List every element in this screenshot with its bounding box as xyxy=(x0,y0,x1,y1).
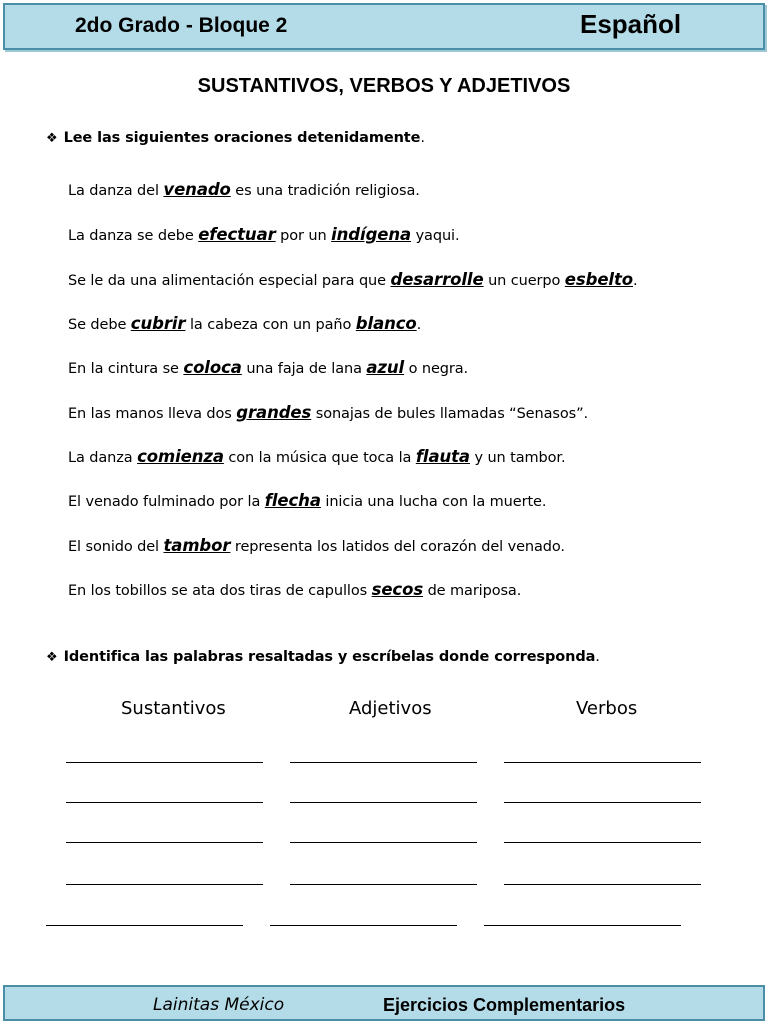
column-header-sustantivos: Sustantivos xyxy=(121,698,226,719)
sentence-text: inicia una lucha con la muerte. xyxy=(320,494,547,510)
sentence-text: es una tradición religiosa. xyxy=(230,183,420,199)
sentence xyxy=(68,491,546,510)
sentence-text: En la cintura se xyxy=(68,361,184,377)
answer-line-adjetivo[interactable] xyxy=(290,884,477,885)
diamond-bullet-icon: ❖ xyxy=(46,131,58,146)
answer-line-sustantivo[interactable] xyxy=(46,925,243,926)
sentence-text: la cabeza con un paño xyxy=(185,317,356,333)
sentence xyxy=(68,225,459,244)
sentence-text: El sonido del xyxy=(68,539,164,555)
highlighted-word: flauta xyxy=(415,447,470,466)
instruction-identify-text: Identifica las palabras resaltadas y escríbelas donde corresponda xyxy=(63,649,596,665)
sentence-text: Se debe xyxy=(68,317,131,333)
instruction-identify-period: . xyxy=(595,649,600,665)
sentence-text: sonajas de bules llamadas “Senasos”. xyxy=(311,406,588,422)
sentence xyxy=(68,314,421,333)
answer-line-adjetivo[interactable] xyxy=(290,842,477,843)
sentence xyxy=(68,447,565,466)
answer-line-adjetivo[interactable] xyxy=(270,925,457,926)
answer-line-sustantivo[interactable] xyxy=(66,842,263,843)
answer-line-sustantivo[interactable] xyxy=(66,762,263,763)
highlighted-word: efectuar xyxy=(198,225,276,244)
highlighted-word: tambor xyxy=(163,536,231,555)
answer-line-adjetivo[interactable] xyxy=(290,762,477,763)
footer-series: Ejercicios Complementarios xyxy=(383,995,626,1015)
instruction-read-text: Lee las siguientes oraciones detenidamente xyxy=(63,130,421,146)
sentence-text: yaqui. xyxy=(411,228,460,244)
answer-line-verbo[interactable] xyxy=(504,802,701,803)
instruction-identify xyxy=(46,649,600,665)
sentence-text: de mariposa. xyxy=(423,583,522,599)
sentence-text: . xyxy=(633,273,638,289)
answer-line-sustantivo[interactable] xyxy=(66,802,263,803)
highlighted-word: flecha xyxy=(264,491,321,510)
instruction-read xyxy=(46,130,425,146)
sentence-text: una faja de lana xyxy=(241,361,367,377)
highlighted-word: blanco xyxy=(355,314,417,333)
highlighted-word: grandes xyxy=(236,403,312,422)
sentence-text: o negra. xyxy=(404,361,469,377)
sentence-text: y un tambor. xyxy=(469,450,566,466)
sentence xyxy=(68,270,638,289)
subject-label: Español xyxy=(580,9,682,39)
sentence-text: por un xyxy=(275,228,332,244)
column-header-verbos: Verbos xyxy=(576,698,638,719)
highlighted-word: coloca xyxy=(183,358,242,377)
instruction-read-period: . xyxy=(420,130,425,146)
highlighted-word: esbelto xyxy=(564,270,633,289)
sentence xyxy=(68,536,565,555)
highlighted-word: indígena xyxy=(331,225,412,244)
sentence-text: . xyxy=(416,317,422,333)
sentence-text: La danza del xyxy=(68,183,164,199)
worksheet-title: SUSTANTIVOS, VERBOS Y ADJETIVOS xyxy=(197,75,571,97)
sentence xyxy=(68,580,521,599)
sentence-text: La danza xyxy=(68,450,138,466)
highlighted-word: azul xyxy=(366,358,405,377)
sentence-text: representa los latidos del corazón del venado. xyxy=(230,539,565,555)
sentence-text: con la música que toca la xyxy=(223,450,416,466)
grade-block-label: 2do Grado - Bloque 2 xyxy=(75,14,288,37)
diamond-bullet-icon: ❖ xyxy=(46,650,58,665)
sentence-text: En las manos lleva dos xyxy=(68,406,237,422)
answer-line-sustantivo[interactable] xyxy=(66,884,263,885)
column-header-adjetivos: Adjetivos xyxy=(349,698,432,719)
highlighted-word: secos xyxy=(371,580,424,599)
answer-line-verbo[interactable] xyxy=(504,842,701,843)
highlighted-word: comienza xyxy=(137,447,224,466)
footer-brand: Lainitas México xyxy=(153,995,285,1015)
sentence-text: El venado fulminado por la xyxy=(68,494,265,510)
answer-line-adjetivo[interactable] xyxy=(290,802,477,803)
highlighted-word: cubrir xyxy=(130,314,186,333)
sentence-text: un cuerpo xyxy=(483,273,565,289)
answer-line-verbo[interactable] xyxy=(504,762,701,763)
answer-line-verbo[interactable] xyxy=(484,925,681,926)
highlighted-word: desarrolle xyxy=(390,270,484,289)
sentence-text: La danza se debe xyxy=(68,228,199,244)
highlighted-word: venado xyxy=(163,180,231,199)
sentence-text: Se le da una alimentación especial para que xyxy=(68,273,391,289)
sentence xyxy=(68,180,420,199)
sentence xyxy=(68,403,588,422)
sentence xyxy=(68,358,468,377)
answer-line-verbo[interactable] xyxy=(504,884,701,885)
sentence-text: En los tobillos se ata dos tiras de capullos xyxy=(68,583,372,599)
